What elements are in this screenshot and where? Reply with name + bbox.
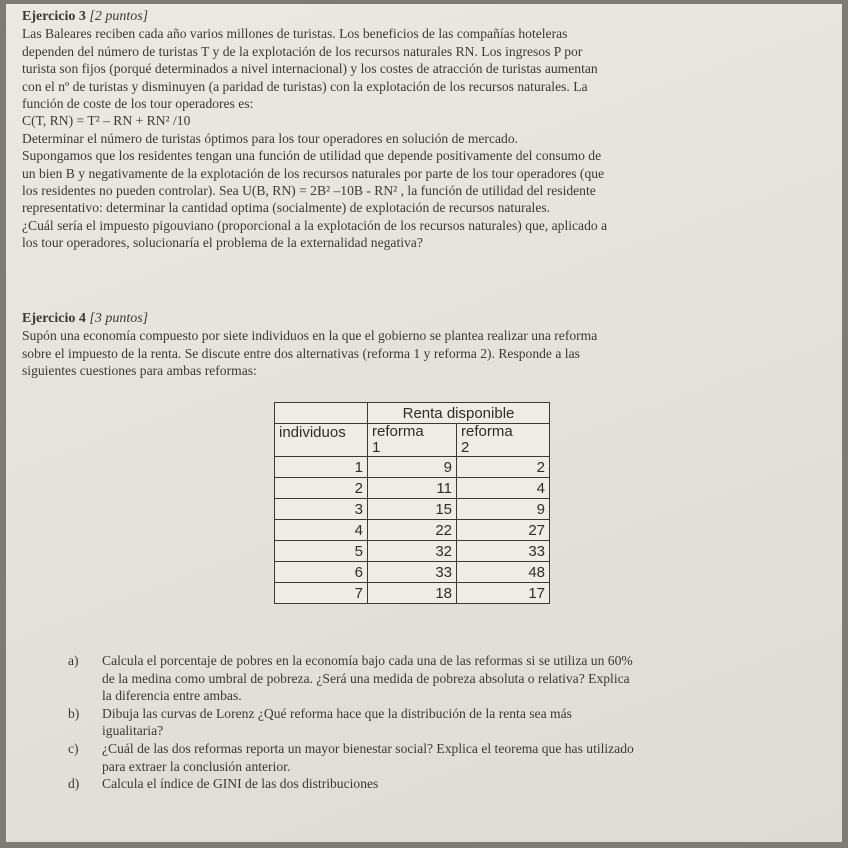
- text-line: los tour operadores, solucionaría el problema de la externalidad negativa?: [22, 235, 423, 251]
- cell-individuo: 5: [275, 541, 368, 562]
- cell-reforma-1: 11: [368, 478, 457, 499]
- question-item: [68, 775, 808, 793]
- cell-individuo: 4: [275, 520, 368, 541]
- col-header-reforma-1: [368, 424, 457, 457]
- exercise-3-utility: [22, 147, 802, 251]
- cell-reforma-1: 32: [368, 541, 457, 562]
- exercise-4-intro: [22, 327, 802, 379]
- question-list: [68, 652, 808, 793]
- text-line: representativo: determinar la cantidad optima (socialmente) de explotación de recursos naturales.: [22, 200, 551, 216]
- text-line: función de coste de los tour operadores es:: [22, 96, 254, 112]
- cell-reforma-2: 17: [457, 583, 550, 604]
- question-label: a): [68, 653, 79, 668]
- exercise-4-heading: [22, 310, 802, 327]
- text-line: con el nº de turistas y disminuyen (a paridad de turistas) con la explotación de los recursos naturales. La: [22, 78, 588, 94]
- determine-statement: Determinar el número de turistas óptimos para los tour operadores en solución de mercado.: [22, 130, 519, 146]
- exercise-3-title: Ejercicio 3: [22, 9, 86, 24]
- table-subheader-row: [275, 424, 550, 457]
- table-row: [275, 457, 550, 478]
- exercise-3-heading: [22, 8, 802, 25]
- question-label: d): [68, 776, 80, 792]
- text-line: Dibuja las curvas de Lorenz ¿Qué reforma hace que la distribución de la renta sea más: [102, 705, 572, 721]
- question-label: c): [68, 740, 79, 756]
- cell-individuo: 3: [275, 499, 368, 520]
- exercise-4: [22, 310, 802, 380]
- question-item: [68, 740, 808, 775]
- text-line: los residentes no pueden controlar). Sea U(B, RN) = 2B² –10B - RN² , la función de utilidad del residente: [22, 183, 596, 199]
- text-line: para extraer la conclusión anterior.: [102, 758, 291, 774]
- cell-reforma-2: 27: [457, 520, 550, 541]
- text-line: sobre el impuesto de la renta. Se discute entre dos alternativas (reforma 1 y reforma 2). Responde a las: [22, 345, 580, 361]
- question-label: b): [68, 705, 80, 721]
- exercise-3: [22, 8, 802, 252]
- col-header-number: 2: [461, 439, 470, 456]
- table-row: [275, 499, 550, 520]
- text-line: Supón una economía compuesto por siete individuos en la que el gobierno se plantea realizar una reforma: [22, 328, 598, 344]
- cell-individuo: 6: [275, 562, 368, 583]
- text-line: siguientes cuestiones para ambas reformas:: [22, 363, 257, 379]
- cell-reforma-2: 2: [457, 457, 550, 478]
- col-header-reforma-2: [457, 424, 550, 457]
- cell-reforma-1: 18: [368, 583, 457, 604]
- exercise-3-points: [2 puntos]: [89, 9, 149, 24]
- text-line: Calcula el índice de GINI de las dos distribuciones: [102, 776, 379, 792]
- col-header-text: reforma: [372, 423, 424, 440]
- table-row: [275, 478, 550, 499]
- text-line: Calcula el porcentaje de pobres en la economía bajo cada una de las reformas si se utiliza un 60%: [102, 653, 633, 668]
- cell-reforma-2: 4: [457, 478, 550, 499]
- text-line: turista son fijos (porqué determinados a nivel internacional) y los costes de atracción de turistas aumentan: [22, 61, 598, 77]
- col-header-number: 1: [372, 439, 381, 456]
- cell-reforma-1: 22: [368, 520, 457, 541]
- text-line: ¿Cuál de las dos reformas reporta un mayor bienestar social? Explica el teorema que has utilizado: [102, 740, 634, 756]
- cell-reforma-2: 48: [457, 562, 550, 583]
- col-header-text: reforma: [461, 423, 513, 440]
- cell-individuo: 1: [275, 457, 368, 478]
- table-row: [275, 583, 550, 604]
- cell-reforma-1: 15: [368, 499, 457, 520]
- exam-page: [6, 4, 842, 842]
- cell-reforma-2: 33: [457, 541, 550, 562]
- exercise-3-intro: [22, 25, 802, 112]
- exercise-4-title: Ejercicio 4: [22, 311, 86, 326]
- table-row: [275, 520, 550, 541]
- cell-reforma-2: 9: [457, 499, 550, 520]
- table-corner-cell: [275, 403, 368, 424]
- cell-individuo: 2: [275, 478, 368, 499]
- exercise-4-points: [3 puntos]: [89, 311, 149, 326]
- question-item: [68, 705, 808, 740]
- cost-function: C(T, RN) = T² – RN + RN² /10: [22, 113, 191, 129]
- text-line: dependen del número de turistas T y de la explotación de los recursos naturales RN. Los ingresos P por: [22, 43, 583, 59]
- text-line: Las Baleares reciben cada año varios millones de turistas. Los beneficios de las compañías hoteleras: [22, 26, 568, 42]
- text-line: Supongamos que los residentes tengan una función de utilidad que depende positivamente del consumo de: [22, 148, 602, 164]
- table-row: [275, 562, 550, 583]
- table-header-row: [275, 403, 550, 424]
- table-header-renta: Renta disponible: [368, 403, 550, 424]
- cell-individuo: 7: [275, 583, 368, 604]
- cell-reforma-1: 33: [368, 562, 457, 583]
- text-line: la diferencia entre ambas.: [102, 688, 242, 704]
- table-row: [275, 541, 550, 562]
- text-line: ¿Cuál sería el impuesto pigouviano (proporcional a la explotación de los recursos naturales) que, aplicado a: [22, 217, 608, 233]
- income-table: [274, 402, 550, 604]
- question-item: [68, 652, 808, 705]
- cell-reforma-1: 9: [368, 457, 457, 478]
- text-line: un bien B y negativamente de la explotación de los recursos naturales por parte de los tour operadores (que: [22, 165, 605, 181]
- text-line: de la medina como umbral de pobreza. ¿Será una medida de pobreza absoluta o relativa? Explica: [102, 670, 630, 686]
- text-line: igualitaria?: [102, 723, 164, 739]
- col-header-individuos: individuos: [275, 424, 368, 457]
